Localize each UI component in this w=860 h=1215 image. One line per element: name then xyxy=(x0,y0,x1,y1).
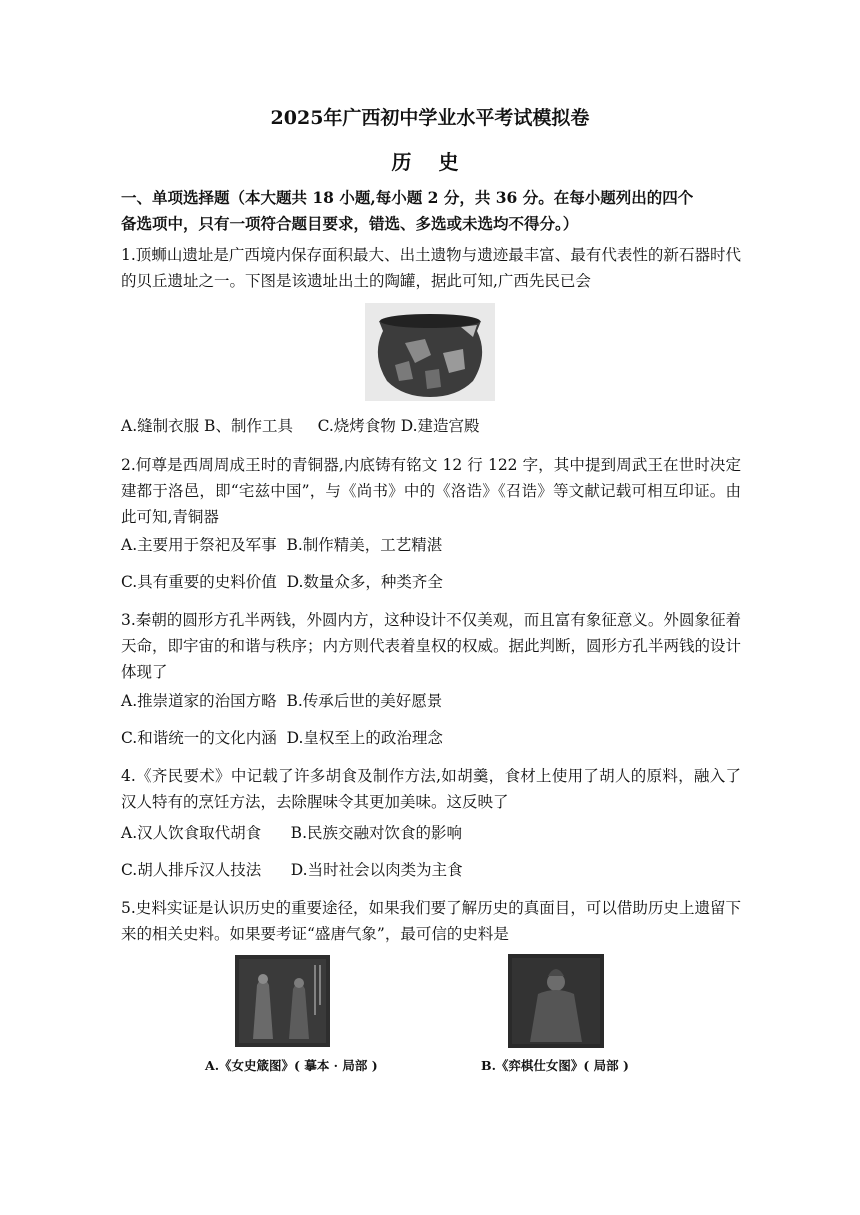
question-4-options-line-2: C.胡人排斥汉人技法 D.当时社会以肉类为主食 xyxy=(121,861,463,879)
section-heading-line-2: 备选项中，只有一项符合题目要求，错选、多选或未选均不得分。） xyxy=(121,214,579,233)
question-3-options-line-2: C.和谐统一的文化内涵 D.皇权至上的政治理念 xyxy=(121,729,443,747)
caption-a: A.《女史箴图》( 摹本 · 局部 ) xyxy=(205,1058,378,1073)
question-3-options-line-1: A.推崇道家的治国方略 B.传承后世的美好愿景 xyxy=(121,692,443,710)
section-heading-line-1: 一、单项选择题（本大题共 18 小题,每小题 2 分，共 36 分。在每小题列出的四个 xyxy=(121,188,694,207)
question-2-options-line-2: C.具有重要的史料价值 D.数量众多，种类齐全 xyxy=(121,573,443,591)
question-5-stem: 5.史料实证是认识历史的重要途径，如果我们要了解历史的真面目，可以借助历史上遗留下来的相关史料。如果要考证“盛唐气象”，最可信的史料是 xyxy=(121,899,741,943)
caption-b: B.《弈棋仕女图》( 局部 ) xyxy=(481,1058,629,1073)
question-4-stem: 4.《齐民要术》中记载了许多胡食及制作方法,如胡羹，食材上使用了胡人的原料，融入了汉人特有的烹饪方法，去除腥味令其更加美味。这反映了 xyxy=(121,767,741,811)
question-2-options-line-1: A.主要用于祭祀及军事 B.制作精美，工艺精湛 xyxy=(121,536,443,554)
question-1-stem: 1.顶蛳山遗址是广西境内保存面积最大、出土遗物与遗迹最丰富、最有代表性的新石器时代的贝丘遗址之一。下图是该遗址出土的陶罐，据此可知,广西先民已会 xyxy=(121,246,741,290)
subject-title: 历 史 xyxy=(391,150,469,174)
painting-b-image xyxy=(508,954,604,1048)
question-2-stem: 2.何尊是西周周成王时的青铜器,内底铸有铭文 12 行 122 字，其中提到周武王在世时决定建都于洛邑，即“宅兹中国”，与《尚书》中的《洛诰》《召诰》等文献记载可相互印证。由此可知,青铜器 xyxy=(121,456,741,526)
exam-title: 2025年广西初中学业水平考试模拟卷 xyxy=(270,107,590,129)
question-1-options: A.缝制衣服 B、制作工具 C.烧烤食物 D.建造宫殿 xyxy=(121,417,480,435)
painting-a-image xyxy=(235,955,330,1047)
section-heading xyxy=(121,185,741,237)
question-4-options-line-1: A.汉人饮食取代胡食 B.民族交融对饮食的影响 xyxy=(121,824,463,842)
pottery-jar-image xyxy=(365,303,495,401)
question-3-stem: 3.秦朝的圆形方孔半两钱，外圆内方，这种设计不仅美观，而且富有象征意义。外圆象征着天命，即宇宙的和谐与秩序；内方则代表着皇权的权威。据此判断，圆形方孔半两钱的设计体现了 xyxy=(121,611,742,681)
